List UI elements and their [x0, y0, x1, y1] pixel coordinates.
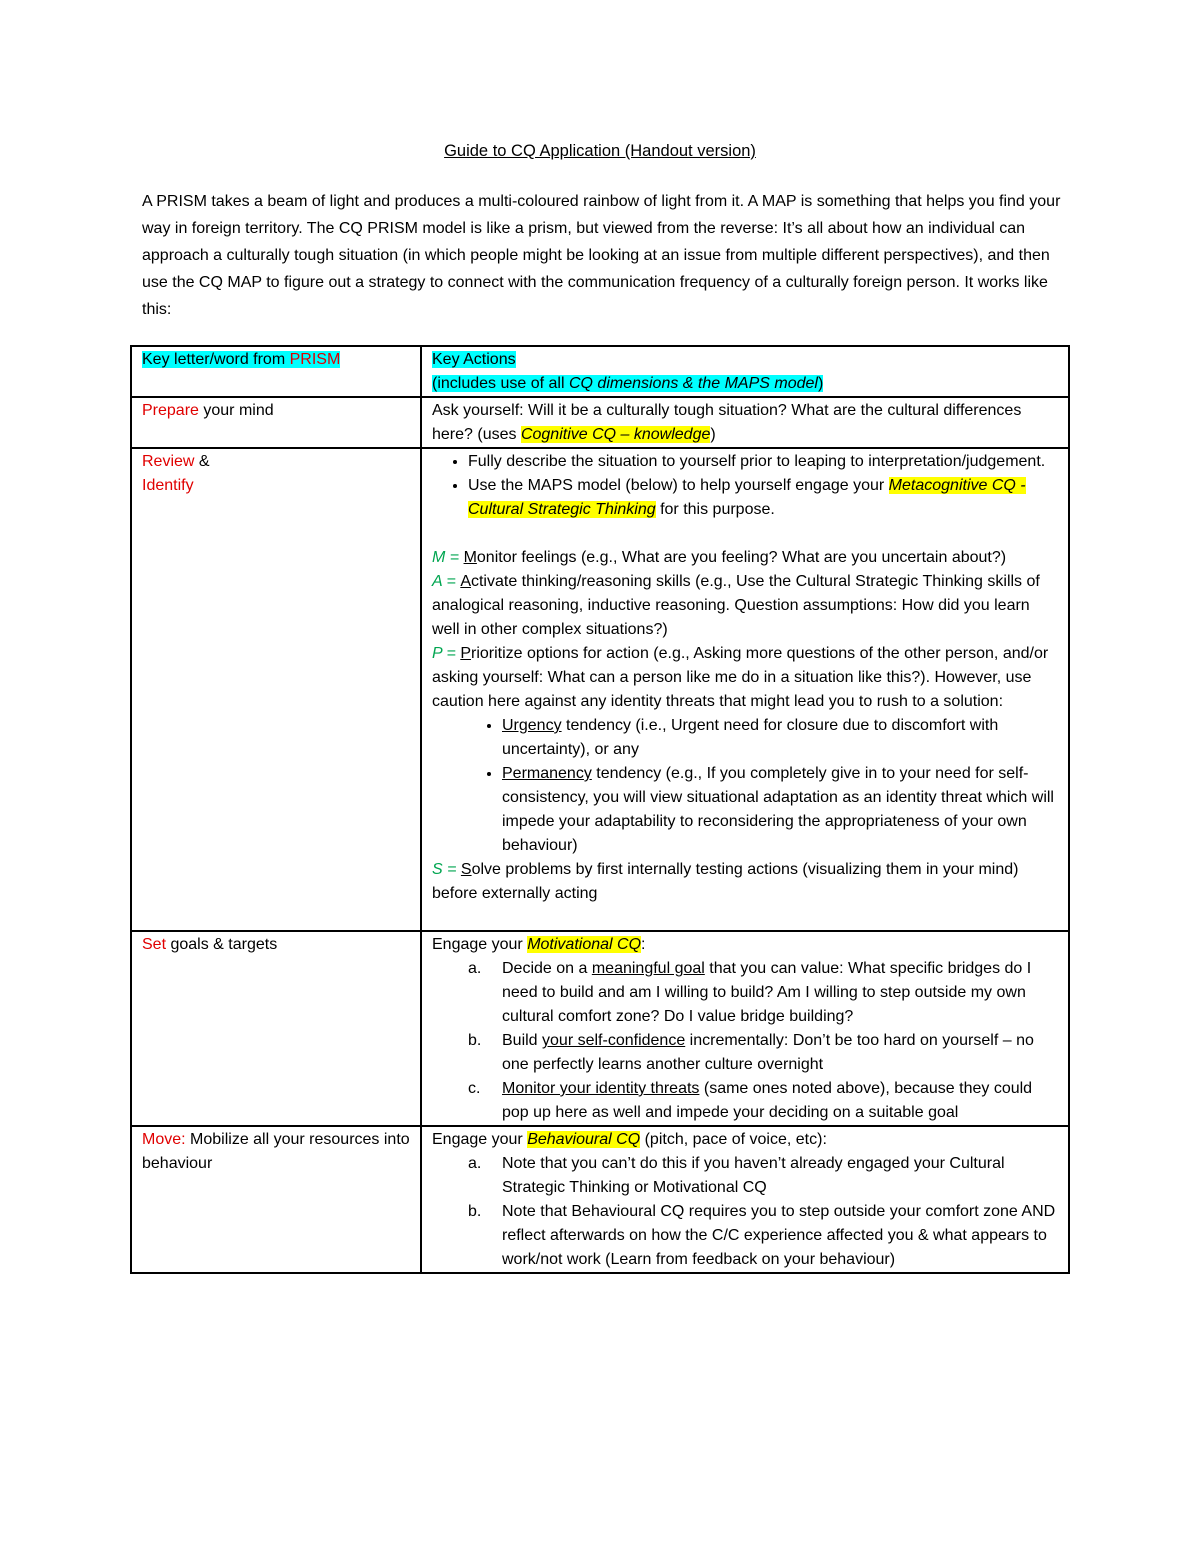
list-item: • Urgency tendency (i.e., Urgent need for closure due to discomfort with uncertainty), or any [502, 714, 1058, 762]
behavioural-cq-highlight: Behavioural CQ [527, 1131, 641, 1148]
maps-a: A = Activate thinking/reasoning skills (e.g., Use the Cultural Strategic Thinking skills of analogical reasoning, inductive reasoning. Question assumptions: How did you learn well in other complex situations?) [432, 573, 1040, 638]
set-goals-list [432, 957, 1058, 1125]
list-item: a. Decide on a meaningful goal that you can value: What specific bridges do I need to build and am I willing to build? Am I willing to step outside my own cultural comfort zone? Do I value bridge building? [468, 960, 1032, 1025]
identity-threat-bullets [432, 714, 1058, 858]
table-row [131, 1126, 1069, 1273]
header-col2-title: Key Actions [432, 351, 516, 368]
table-row [131, 448, 1069, 931]
maps-m: M = Monitor feelings (e.g., What are you feeling? What are you uncertain about?) [432, 549, 1007, 566]
move-list [432, 1152, 1058, 1272]
table-row [131, 397, 1069, 448]
row-review-key: Review & Identify [131, 448, 421, 931]
header-col2-subtitle: (includes use of all CQ dimensions & the MAPS model) [432, 375, 824, 392]
review-bullets [432, 450, 1058, 522]
list-item: a. Note that you can’t do this if you haven’t already engaged your Cultural Strategic Thinking or Motivational CQ [468, 1155, 1005, 1196]
cognitive-cq-highlight: Cognitive CQ – knowledge [520, 426, 711, 443]
table-header-row [131, 346, 1069, 397]
list-item: • Permanency tendency (e.g., If you completely give in to your need for self-consistency, you will view situational adaptation as an identity threat which will impede your adaptability to reconsidering the appropriateness of your own behaviour) [502, 762, 1058, 858]
list-item: • Fully describe the situation to yourself prior to leaping to interpretation/judgement. [468, 450, 1058, 474]
maps-s: S = Solve problems by first internally testing actions (visualizing them in your mind) before externally acting [432, 861, 1019, 902]
table-row [131, 931, 1069, 1126]
row-set-actions: Engage your Motivational CQ: a. Decide on a meaningful goal that you can value: What specific bridges do I need to build and am I willing to build? Am I willing to step outside my own cultural comfort zone? Do I value bridge building? b. Build your self-confidence incrementally: Don’t be too hard on yourself – no one perfectly learns another culture overnight c. Monitor your identity threats (same ones noted above), because they could pop up here as well and impede your deciding on a suitable goal [421, 931, 1069, 1126]
header-col1 [131, 346, 421, 397]
prism-table [130, 345, 1070, 1274]
motivational-cq-highlight: Motivational CQ [527, 936, 642, 953]
list-item: b. Note that Behavioural CQ requires you to step outside your comfort zone AND reflect afterwards on how the C/C experience affected you & what appears to work/not work (Learn from feedback on your behaviour) [468, 1203, 1056, 1268]
metacognitive-cq-highlight: Metacognitive CQ - Cultural Strategic Thinking [468, 477, 1026, 518]
list-item: b. Build your self-confidence incrementally: Don’t be too hard on yourself – no one perfectly learns another culture overnight [468, 1032, 1034, 1073]
row-set-key: Set goals & targets [131, 931, 421, 1126]
page-title: Guide to CQ Application (Handout version) [444, 142, 756, 160]
header-col1-label: Key letter/word from PRISM [142, 351, 341, 368]
header-col2 [421, 346, 1069, 397]
row-move-actions: Engage your Behavioural CQ (pitch, pace of voice, etc): a. Note that you can’t do this if you haven’t already engaged your Cultural Strategic Thinking or Motivational CQ b. Note that Behavioural CQ requires you to step outside your comfort zone AND reflect afterwards on how the C/C experience affected you & what appears to work/not work (Learn from feedback on your behaviour) [421, 1126, 1069, 1273]
row-prepare-key: Prepare your mind [131, 397, 421, 448]
row-review-actions [421, 448, 1069, 931]
intro-paragraph: A PRISM takes a beam of light and produces a multi-coloured rainbow of light from it. A MAP is something that helps you find your way in foreign territory. The CQ PRISM model is like a prism, but viewed from the reverse: It’s all about how an individual can approach a culturally tough situation (in which people might be looking at an issue from multiple different perspectives), and then use the CQ MAP to figure out a strategy to connect with the communication frequency of a culturally foreign person. It works like this: [142, 193, 1061, 318]
row-move-key: Move: Mobilize all your resources into behaviour [131, 1126, 421, 1273]
row-prepare-actions: Ask yourself: Will it be a culturally tough situation? What are the cultural differences here? (uses Cognitive CQ – knowledge) [421, 397, 1069, 448]
list-item: • Use the MAPS model (below) to help yourself engage your Metacognitive CQ - Cultural Strategic Thinking for this purpose. [468, 474, 1058, 522]
maps-p: P = Prioritize options for action (e.g., Asking more questions of the other person, and/or asking yourself: What can a person like me do in a situation like this?). However, use caution here against any identity threats that might lead you to rush to a solution: [432, 645, 1049, 710]
list-item: c. Monitor your identity threats (same ones noted above), because they could pop up here as well and impede your deciding on a suitable goal [468, 1080, 1033, 1121]
